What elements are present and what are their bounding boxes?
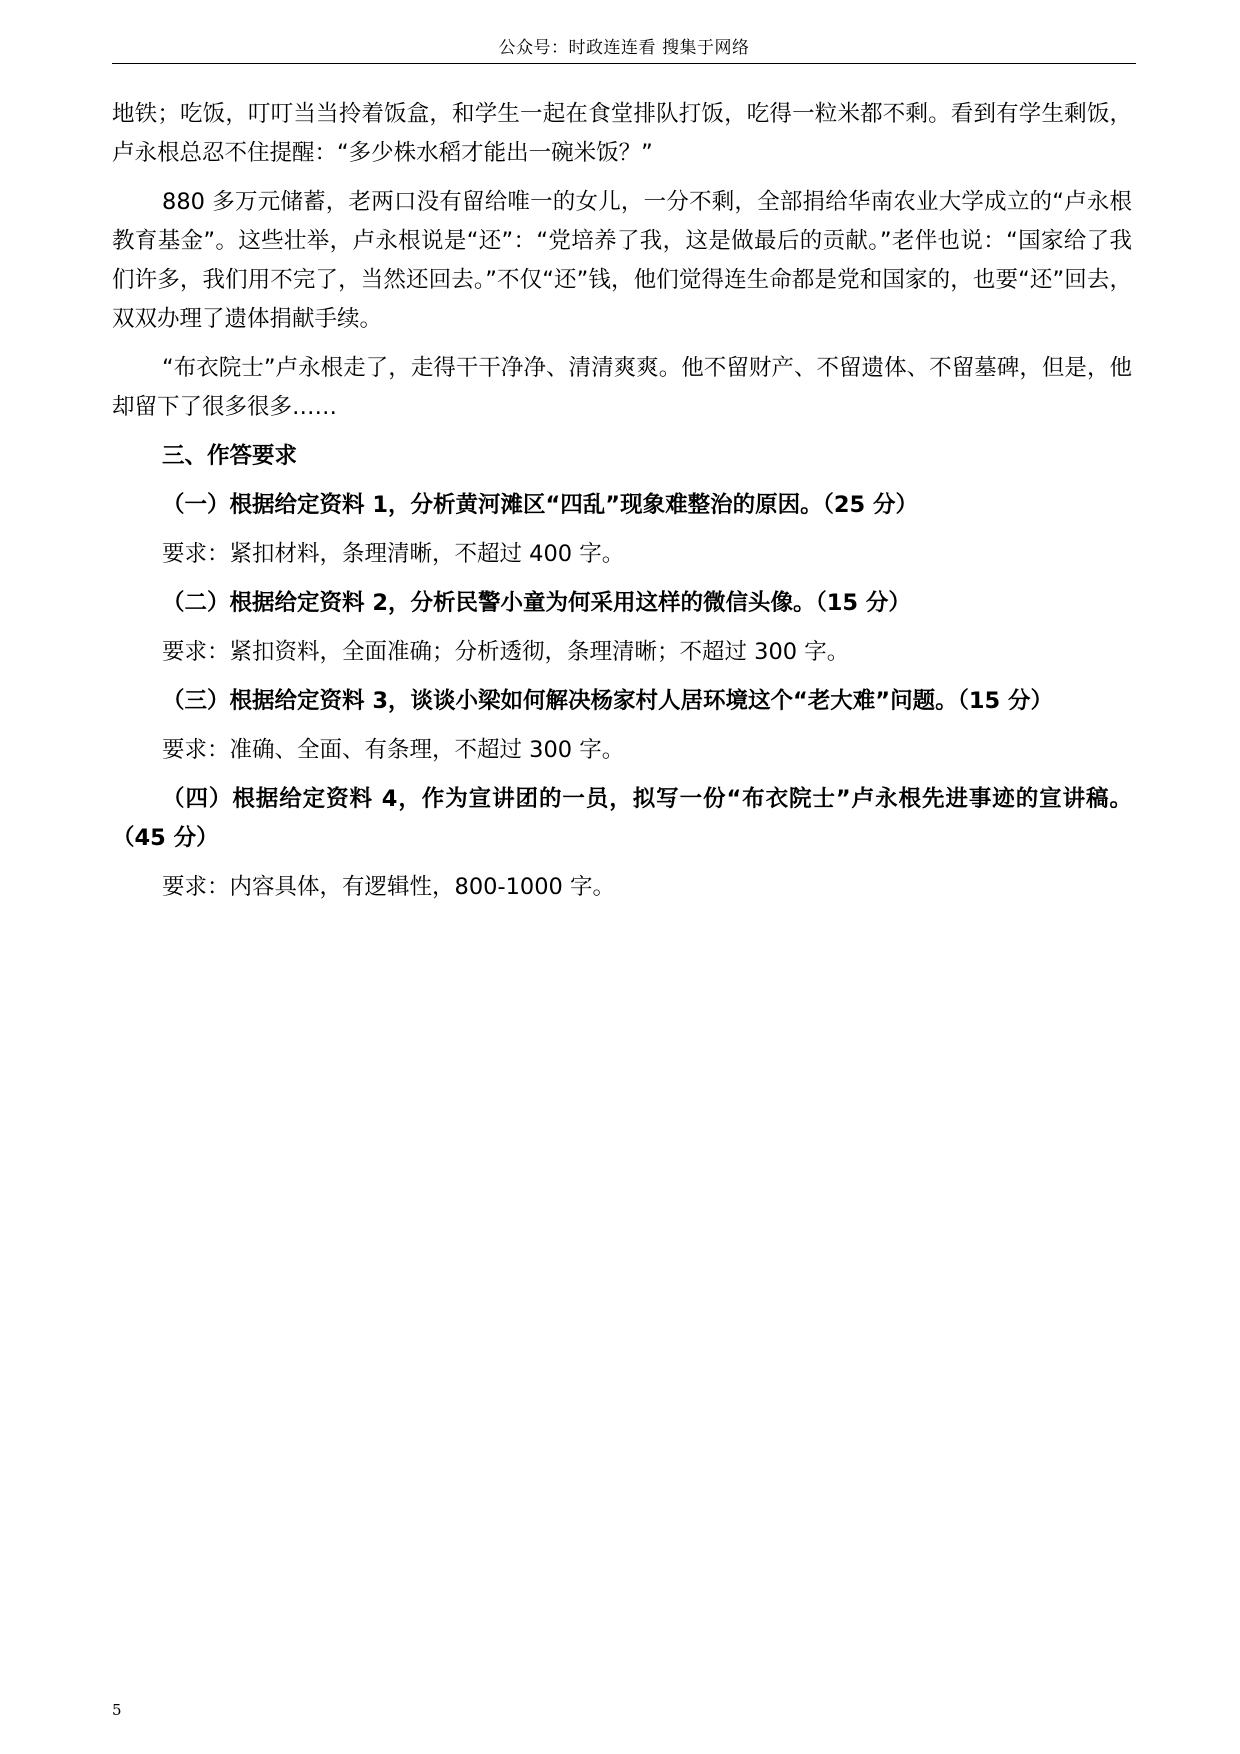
body-paragraph-3: “布衣院士”卢永根走了，走得干干净净、清清爽爽。他不留财产、不留遗体、不留墓碑，但是，他却留下了很多很多……: [112, 355, 1132, 420]
page-header: 公众号：时政连连看 搜集于网络: [498, 38, 750, 58]
question-3-title: （三）根据给定资料 3，谈谈小梁如何解决杨家村人居环境这个“老大难”问题。（15 分）: [162, 688, 1053, 714]
document-body: [112, 95, 1132, 917]
question-1-requirement: 要求：紧扣材料，条理清晰，不超过 400 字。: [162, 541, 625, 567]
question-3-requirement: 要求：准确、全面、有条理，不超过 300 字。: [162, 737, 625, 763]
page-number: 5: [112, 1701, 122, 1719]
question-2-title: （二）根据给定资料 2，分析民警小童为何采用这样的微信头像。（15 分）: [162, 590, 911, 616]
question-1-title: （一）根据给定资料 1，分析黄河滩区“四乱”现象难整治的原因。（25 分）: [162, 492, 918, 518]
body-paragraph-2: 880 多万元储蓄，老两口没有留给唯一的女儿，一分不剩，全部捐给华南农业大学成立的“卢永根教育基金”。这些壮举，卢永根说是“还”：“党培养了我，这是做最后的贡献。”老伴也说：“国家给了我们许多，我们用不完了，当然还回去。”不仅“还”钱，他们觉得连生命都是党和国家的，也要“还”回去，双双办理了遗体捐献手续。: [112, 189, 1132, 332]
question-4-requirement: 要求：内容具体，有逻辑性，800-1000 字。: [162, 874, 615, 900]
header-divider: [112, 63, 1136, 64]
question-4-title: （四）根据给定资料 4，作为宣讲团的一员，拟写一份“布衣院士”卢永根先进事迹的宣讲稿。（45 分）: [112, 786, 1132, 851]
question-2-requirement: 要求：紧扣资料，全面准确；分析透彻，条理清晰；不超过 300 字。: [162, 639, 850, 665]
body-paragraph-1: 地铁；吃饭，叮叮当当拎着饭盒，和学生一起在食堂排队打饭，吃得一粒米都不剩。看到有学生剩饭，卢永根总忍不住提醒：“多少株水稻才能出一碗米饭？”: [112, 101, 1132, 166]
section-title: 三、作答要求: [162, 443, 298, 469]
